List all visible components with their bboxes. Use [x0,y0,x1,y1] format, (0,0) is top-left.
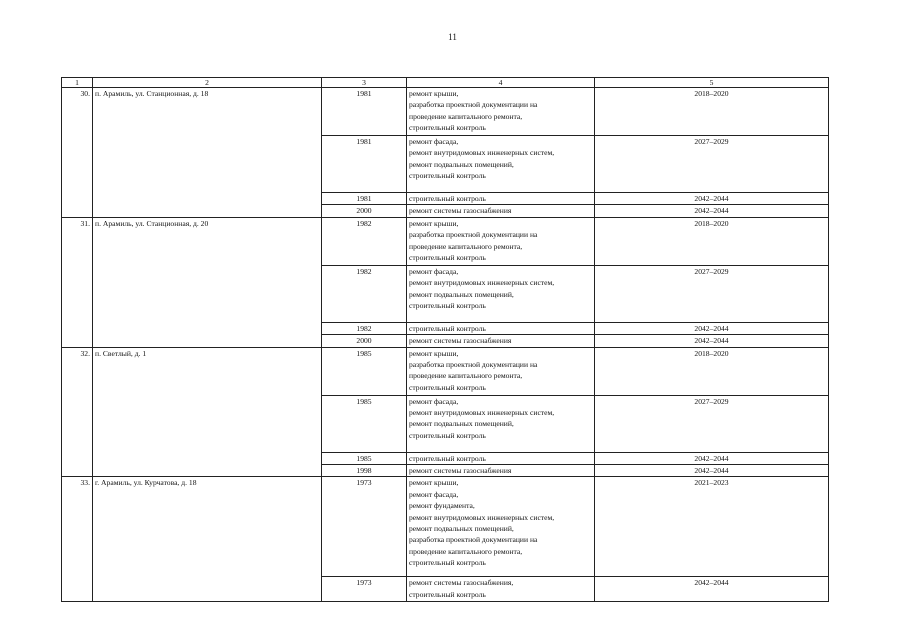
building-address: п. Светлый, д. 1 [93,347,322,477]
column-header: 5 [595,78,829,88]
table-row [62,217,829,265]
repair-work-line: строительный контроль [409,382,486,392]
commission-year: 1985 [322,395,407,452]
column-header: 4 [407,78,595,88]
repair-work-line: ремонт крыши, [409,218,459,228]
repair-work-line: ремонт подвальных помещений, [409,524,514,534]
repair-period: 2027–2029 [595,136,829,193]
repair-works [407,452,595,464]
repair-period: 2018–2020 [595,88,829,136]
repair-works [407,205,595,217]
row-number: 31. [62,217,93,347]
repair-period: 2021–2023 [595,477,829,577]
repair-work-line: разработка проектной документации на [409,230,538,240]
repair-period: 2027–2029 [595,265,829,322]
commission-year: 1981 [322,136,407,193]
repair-work-line: строительный контроль [409,123,486,133]
repair-work-line: строительный контроль [409,194,486,203]
repair-work-line: строительный контроль [409,253,486,263]
repair-work-line: ремонт системы газоснабжения, [409,578,514,588]
building-address: п. Арамиль, ул. Станционная, д. 20 [93,217,322,347]
repair-work-line: ремонт крыши, [409,89,459,98]
repair-period: 2027–2029 [595,395,829,452]
column-header: 3 [322,78,407,88]
building-address: п. Арамиль, ул. Станционная, д. 18 [93,88,322,218]
commission-year: 1998 [322,465,407,477]
repair-works [407,395,595,452]
capital-repair-table [61,77,829,602]
repair-work-line: разработка проектной документации на [409,360,538,370]
repair-work-line: строительный контроль [409,558,486,568]
repair-work-line: ремонт подвальных помещений, [409,419,514,429]
repair-work-line: ремонт системы газоснабжения [409,466,512,476]
repair-works [407,347,595,395]
repair-work-line: строительный контроль [409,323,486,333]
commission-year: 2000 [322,335,407,347]
repair-work-line: ремонт фасада, [409,396,459,406]
repair-period: 2042–2044 [595,335,829,347]
repair-period: 2042–2044 [595,452,829,464]
repair-work-line: ремонт крыши, [409,348,459,358]
repair-work-line: ремонт фасада, [409,489,459,499]
commission-year: 1985 [322,452,407,464]
repair-work-line: ремонт фасада, [409,266,459,276]
repair-work-line: ремонт фундамента, [409,501,475,511]
repair-work-line: проведение капитального ремонта, [409,546,523,556]
table-row [62,477,829,577]
row-number: 32. [62,347,93,477]
repair-works [407,136,595,193]
table-row [62,88,829,136]
page-number: 11 [448,32,457,42]
column-header: 2 [93,78,322,88]
repair-work-line: ремонт внутридомовых инженерных систем, [409,148,555,158]
commission-year: 1982 [322,265,407,322]
repair-work-line: проведение капитального ремонта, [409,241,523,251]
repair-period: 2018–2020 [595,347,829,395]
repair-works [407,193,595,205]
building-address: г. Арамиль, ул. Курчатова, д. 18 [93,477,322,602]
repair-works [407,335,595,347]
repair-work-line: ремонт внутридомовых инженерных систем, [409,408,555,418]
repair-work-line: строительный контроль [409,301,486,311]
repair-work-line: проведение капитального ремонта, [409,371,523,381]
repair-works [407,265,595,322]
repair-work-line: строительный контроль [409,171,486,181]
repair-period: 2042–2044 [595,205,829,217]
repair-work-line: разработка проектной документации на [409,535,538,545]
repair-works [407,217,595,265]
repair-works [407,322,595,334]
table-row [62,347,829,395]
commission-year: 1981 [322,88,407,136]
repair-work-line: строительный контроль [409,589,486,599]
repair-work-line: строительный контроль [409,430,486,440]
repair-work-line: ремонт подвальных помещений, [409,289,514,299]
repair-work-line: строительный контроль [409,453,486,463]
repair-period: 2042–2044 [595,193,829,205]
repair-works [407,465,595,477]
commission-year: 1973 [322,477,407,577]
column-number-row [62,78,829,88]
repair-period: 2042–2044 [595,322,829,334]
repair-period: 2042–2044 [595,465,829,477]
repair-period: 2018–2020 [595,217,829,265]
repair-work-line: проведение капитального ремонта, [409,111,523,121]
commission-year: 2000 [322,205,407,217]
commission-year: 1973 [322,577,407,602]
row-number: 33. [62,477,93,602]
repair-works [407,577,595,602]
repair-work-line: ремонт внутридомовых инженерных систем, [409,512,555,522]
commission-year: 1981 [322,193,407,205]
repair-work-line: ремонт крыши, [409,478,459,488]
repair-work-line: ремонт системы газоснабжения [409,336,512,346]
row-number: 30. [62,88,93,218]
repair-work-line: ремонт внутридомовых инженерных систем, [409,278,555,288]
column-header: 1 [62,78,93,88]
repair-work-line: ремонт системы газоснабжения [409,206,512,216]
repair-work-line: ремонт подвальных помещений, [409,159,514,169]
commission-year: 1982 [322,217,407,265]
repair-work-line: ремонт фасада, [409,137,459,146]
repair-works [407,477,595,577]
commission-year: 1985 [322,347,407,395]
repair-works [407,88,595,136]
repair-period: 2042–2044 [595,577,829,602]
repair-work-line: разработка проектной документации на [409,100,538,110]
commission-year: 1982 [322,322,407,334]
